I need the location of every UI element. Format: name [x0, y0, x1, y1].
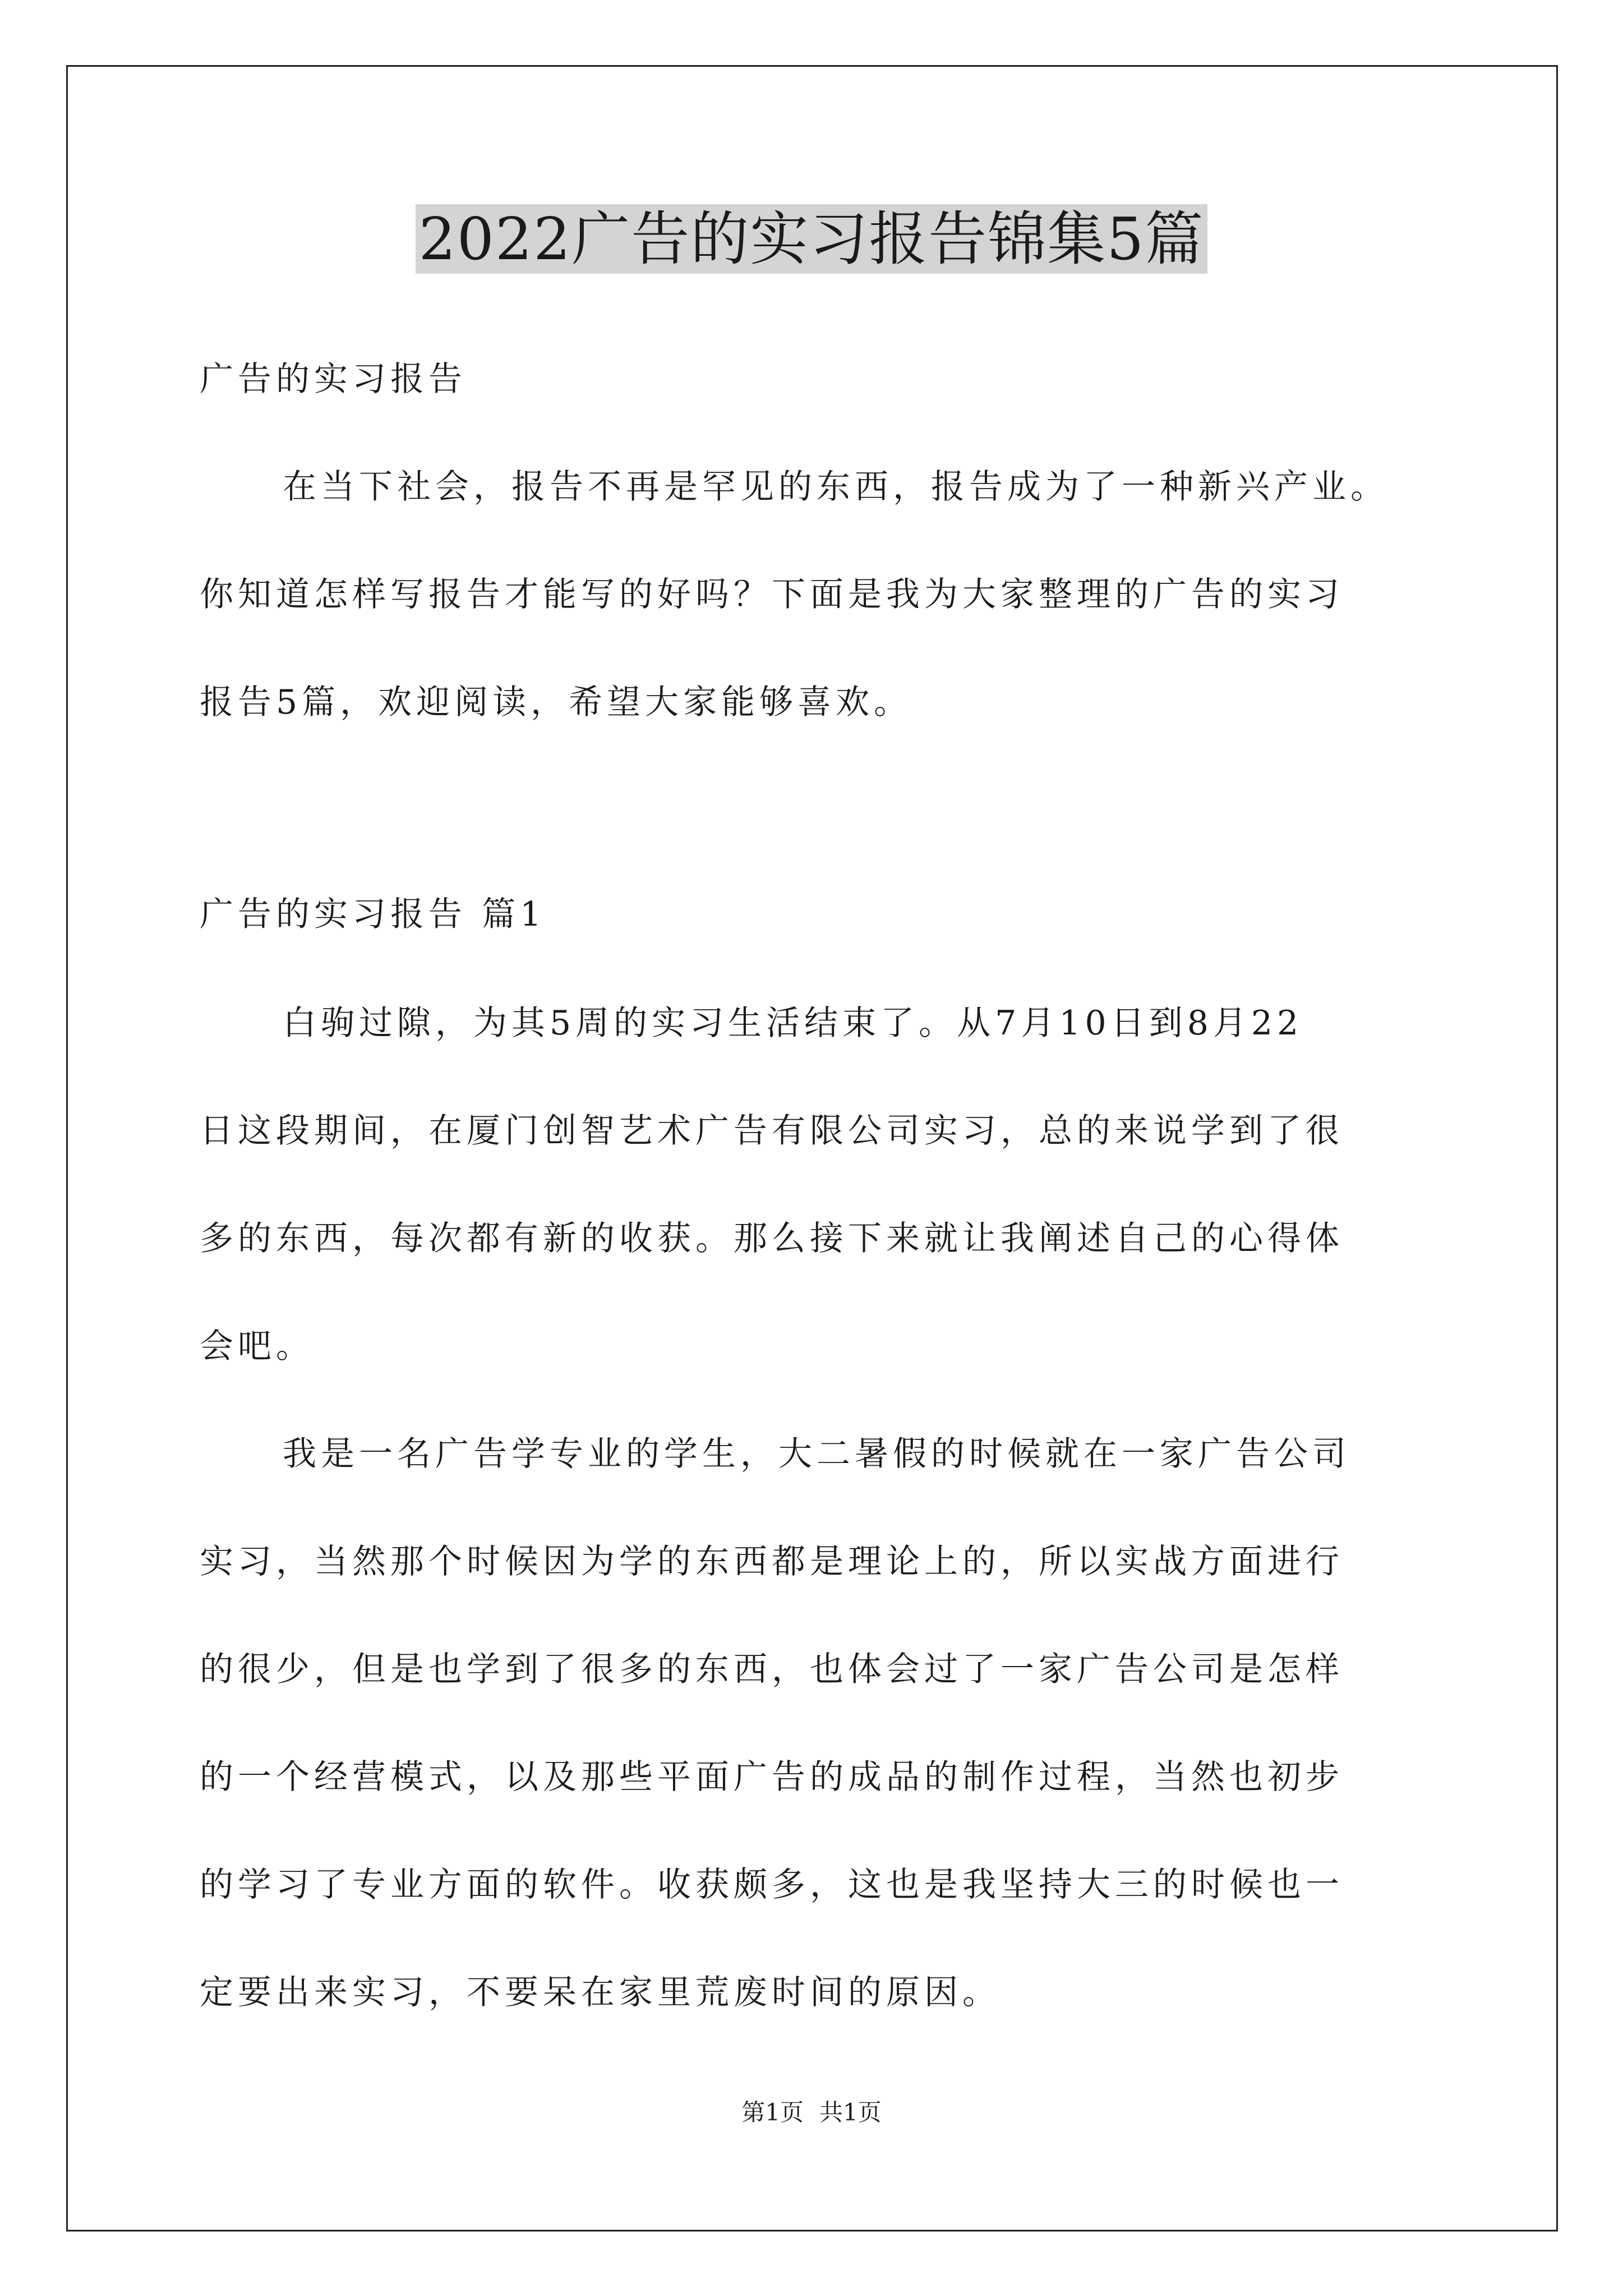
- paragraph-line: 的一个经营模式，以及那些平面广告的成品的制作过程，当然也初步: [200, 1757, 1344, 1797]
- page-total: 共1页: [819, 2099, 882, 2126]
- paragraph-line: 日这段期间，在厦门创智艺术广告有限公司实习，总的来说学到了很: [200, 1111, 1344, 1151]
- document-title: 2022广告的实习报告锦集5篇: [416, 204, 1208, 274]
- intro-line: 你知道怎样写报告才能写的好吗？下面是我为大家整理的广告的实习: [200, 575, 1344, 614]
- page-footer: [0, 2097, 1623, 2128]
- page-number: 第1页: [741, 2099, 804, 2126]
- paragraph-line: 白驹过隙，为其5周的实习生活结束了。从7月10日到8月22: [283, 1004, 1303, 1043]
- intro-line: 报告5篇，欢迎阅读，希望大家能够喜欢。: [200, 683, 912, 722]
- paragraph-line: 我是一名广告学专业的学生，大二暑假的时候就在一家广告公司: [283, 1434, 1350, 1474]
- paragraph-line: 的很少，但是也学到了很多的东西，也体会过了一家广告公司是怎样: [200, 1650, 1344, 1689]
- document-title-block: [0, 204, 1623, 274]
- paragraph-line: 的学习了专业方面的软件。收获颇多，这也是我坚持大三的时候也一: [200, 1865, 1344, 1904]
- section-heading: 广告的实习报告: [200, 360, 467, 399]
- article-heading: 广告的实习报告 篇1: [200, 895, 546, 934]
- intro-line: 在当下社会，报告不再是罕见的东西，报告成为了一种新兴产业。: [283, 467, 1389, 507]
- paragraph-line: 定要出来实习，不要呆在家里荒废时间的原因。: [200, 1973, 1000, 2012]
- paragraph-line: 实习，当然那个时候因为学的东西都是理论上的，所以实战方面进行: [200, 1542, 1344, 1581]
- paragraph-line: 多的东西，每次都有新的收获。那么接下来就让我阐述自己的心得体: [200, 1219, 1344, 1258]
- paragraph-line: 会吧。: [200, 1327, 314, 1366]
